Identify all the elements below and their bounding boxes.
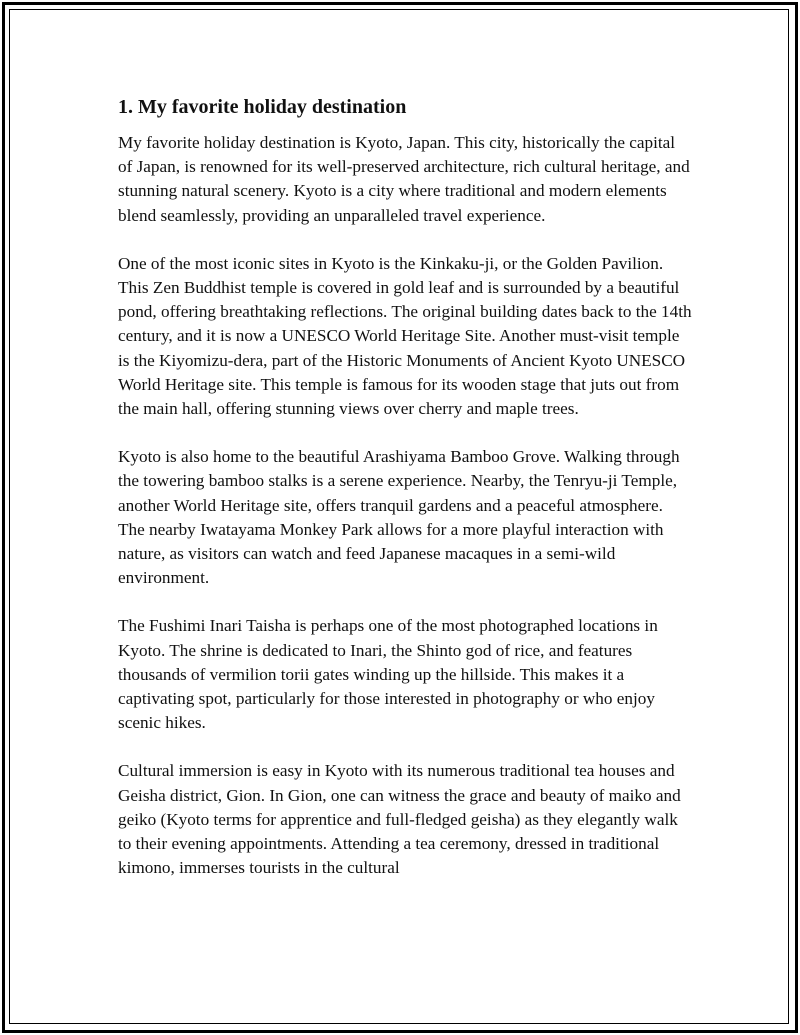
paragraph-intro: My favorite holiday destination is Kyoto, Japan. This city, historically the capital of Japan, is renowned for its well-preserved architecture, rich cultural heritage, and stunning natural scenery. Kyoto is a city where traditional and modern elements blend seamlessly, providing an unparalleled travel experience. xyxy=(118,133,690,225)
paragraph-kinkakuji: One of the most iconic sites in Kyoto is the Kinkaku-ji, or the Golden Pavilion. This Zen Buddhist temple is covered in gold leaf and is surrounded by a beautiful pond, offering breathtaking reflections. The original building dates back to the 14th century, and it is now a UNESCO World Heritage Site. Another must-visit temple is the Kiyomizu-dera, part of the Historic Monuments of Ancient Kyoto UNESCO World Heritage site. This temple is famous for its wooden stage that juts out from the main hall, offering stunning views over cherry and maple trees. xyxy=(118,253,692,419)
document-body xyxy=(118,93,693,904)
paragraph-gion: Cultural immersion is easy in Kyoto with its numerous traditional tea houses and Geisha district, Gion. In Gion, one can witness the grace and beauty of maiko and geiko (Kyoto terms for apprentice and full-fledged geisha) as they elegantly walk to their evening appointments. Attending a tea ceremony, dressed in traditional kimono, immerses tourists in the cultural xyxy=(118,761,681,878)
paragraph-fushimi-inari: The Fushimi Inari Taisha is perhaps one of the most photographed locations in Kyoto. The shrine is dedicated to Inari, the Shinto god of rice, and features thousands of vermilion torii gates winding up the hillside. This makes it a captivating spot, particularly for those interested in photography or who enjoy scenic hikes. xyxy=(118,616,658,733)
paragraph-arashiyama: Kyoto is also home to the beautiful Arashiyama Bamboo Grove. Walking through the towering bamboo stalks is a serene experience. Nearby, the Tenryu-ji Temple, another World Heritage site, offers tranquil gardens and a peaceful atmosphere. The nearby Iwatayama Monkey Park allows for a more playful interaction with nature, as visitors can watch and feed Japanese macaques in a semi-wild environment. xyxy=(118,447,680,588)
section-heading: 1. My favorite holiday destination xyxy=(118,96,407,118)
